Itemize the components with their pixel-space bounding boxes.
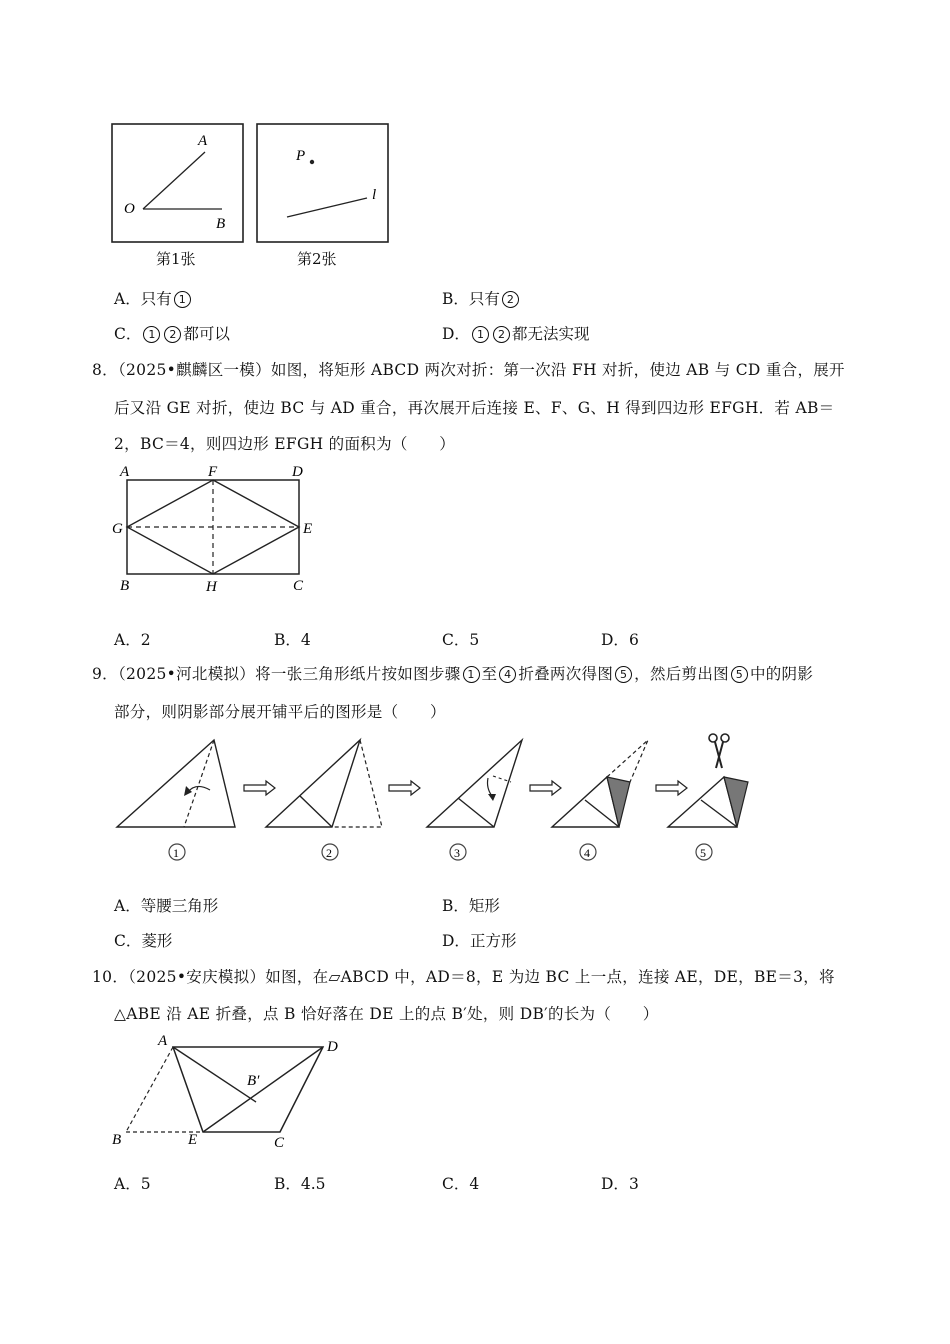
- q10-line2: △ABE 沿 AE 折叠，点 B 恰好落在 DE 上的点 B′处，则 DB′的长为（ ）: [114, 1005, 659, 1023]
- scissors-icon: [709, 734, 729, 768]
- q8-option-d[interactable]: D．6: [601, 631, 639, 649]
- svg-text:1: 1: [173, 846, 179, 860]
- arrow-right-icon: [244, 781, 275, 795]
- label-B: B: [112, 1132, 122, 1148]
- q8-option-c[interactable]: C．5: [442, 631, 480, 649]
- label-C: C: [293, 578, 304, 594]
- arrow-right-icon: [389, 781, 420, 795]
- q9-line1: 9．（2025•河北模拟）将一张三角形纸片按如图步骤 1 至 4 折叠两次得图 5 ，然后剪出图 5 中的阴影: [92, 665, 814, 683]
- label-E: E: [188, 1132, 198, 1148]
- q10-option-b[interactable]: B．4.5: [274, 1175, 326, 1193]
- q7-figure-card1: [110, 122, 246, 244]
- label-B: B: [120, 578, 130, 594]
- label-F: F: [208, 464, 218, 480]
- fold-step-3: [427, 740, 522, 827]
- q7-card1-caption: 第1张: [156, 250, 196, 268]
- svg-text:4: 4: [584, 846, 590, 860]
- q9-option-a[interactable]: A．等腰三角形: [114, 897, 219, 915]
- q10-option-c[interactable]: C．4: [442, 1175, 480, 1193]
- fold-step-2: [266, 740, 382, 827]
- q9-option-d[interactable]: D．正方形: [442, 932, 517, 950]
- q10-parallelogram-figure: [108, 1030, 348, 1155]
- label-D: D: [327, 1039, 338, 1055]
- label-A: A: [198, 133, 208, 149]
- q9-option-b[interactable]: B．矩形: [442, 897, 500, 915]
- q7-option-c[interactable]: C． 1 2 都可以: [114, 325, 230, 343]
- label-A: A: [120, 464, 130, 480]
- q7-card2-caption: 第2张: [297, 250, 337, 268]
- label-D: D: [292, 464, 303, 480]
- arrow-right-icon: [656, 781, 687, 795]
- fold-step-4: [552, 740, 648, 827]
- svg-text:3: 3: [454, 846, 460, 860]
- q8-rectangle-figure: [108, 460, 323, 598]
- label-A: A: [158, 1033, 168, 1049]
- q7-figure-card2: [254, 122, 391, 244]
- label-P: P: [296, 148, 306, 164]
- label-B-prime: B′: [247, 1073, 260, 1089]
- q10-option-a[interactable]: A．5: [114, 1175, 151, 1193]
- svg-text:5: 5: [700, 846, 706, 860]
- q7-option-d[interactable]: D． 1 2 都无法实现: [442, 325, 590, 343]
- q8-line3: 2，BC＝4，则四边形 EFGH 的面积为（ ）: [114, 435, 456, 453]
- label-E: E: [303, 521, 313, 537]
- label-O: O: [124, 201, 135, 217]
- svg-text:2: 2: [326, 846, 332, 860]
- label-B: B: [216, 216, 226, 232]
- q8-option-a[interactable]: A．2: [114, 631, 151, 649]
- label-G: G: [112, 521, 123, 537]
- q10-option-d[interactable]: D．3: [601, 1175, 639, 1193]
- label-C: C: [274, 1135, 285, 1151]
- q8-line2: 后又沿 GE 对折，使边 BC 与 AD 重合，再次展开后连接 E、F、G、H 得到四边形 EFGH．若 AB＝: [114, 399, 835, 417]
- q9-folding-steps-figure: [110, 730, 760, 870]
- q9-line2: 部分，则阴影部分展开铺平后的图形是（ ）: [114, 703, 446, 721]
- q7-option-a[interactable]: A．只有 1: [114, 287, 193, 309]
- q10-line1: 10．（2025•安庆模拟）如图，在▱ABCD 中，AD＝8，E 为边 BC 上一点，连接 AE，DE，BE＝3，将: [92, 968, 835, 986]
- arrow-right-icon: [530, 781, 561, 795]
- label-H: H: [206, 579, 217, 595]
- q8-line1: 8．（2025•麒麟区一模）如图，将矩形 ABCD 两次对折：第一次沿 FH 对折，使边 AB 与 CD 重合，展开: [92, 361, 845, 379]
- label-l: l: [372, 187, 377, 203]
- q8-option-b[interactable]: B．4: [274, 631, 311, 649]
- fold-step-1: [117, 740, 235, 827]
- q9-option-c[interactable]: C．菱形: [114, 932, 173, 950]
- q7-option-b[interactable]: B．只有 2: [442, 287, 521, 309]
